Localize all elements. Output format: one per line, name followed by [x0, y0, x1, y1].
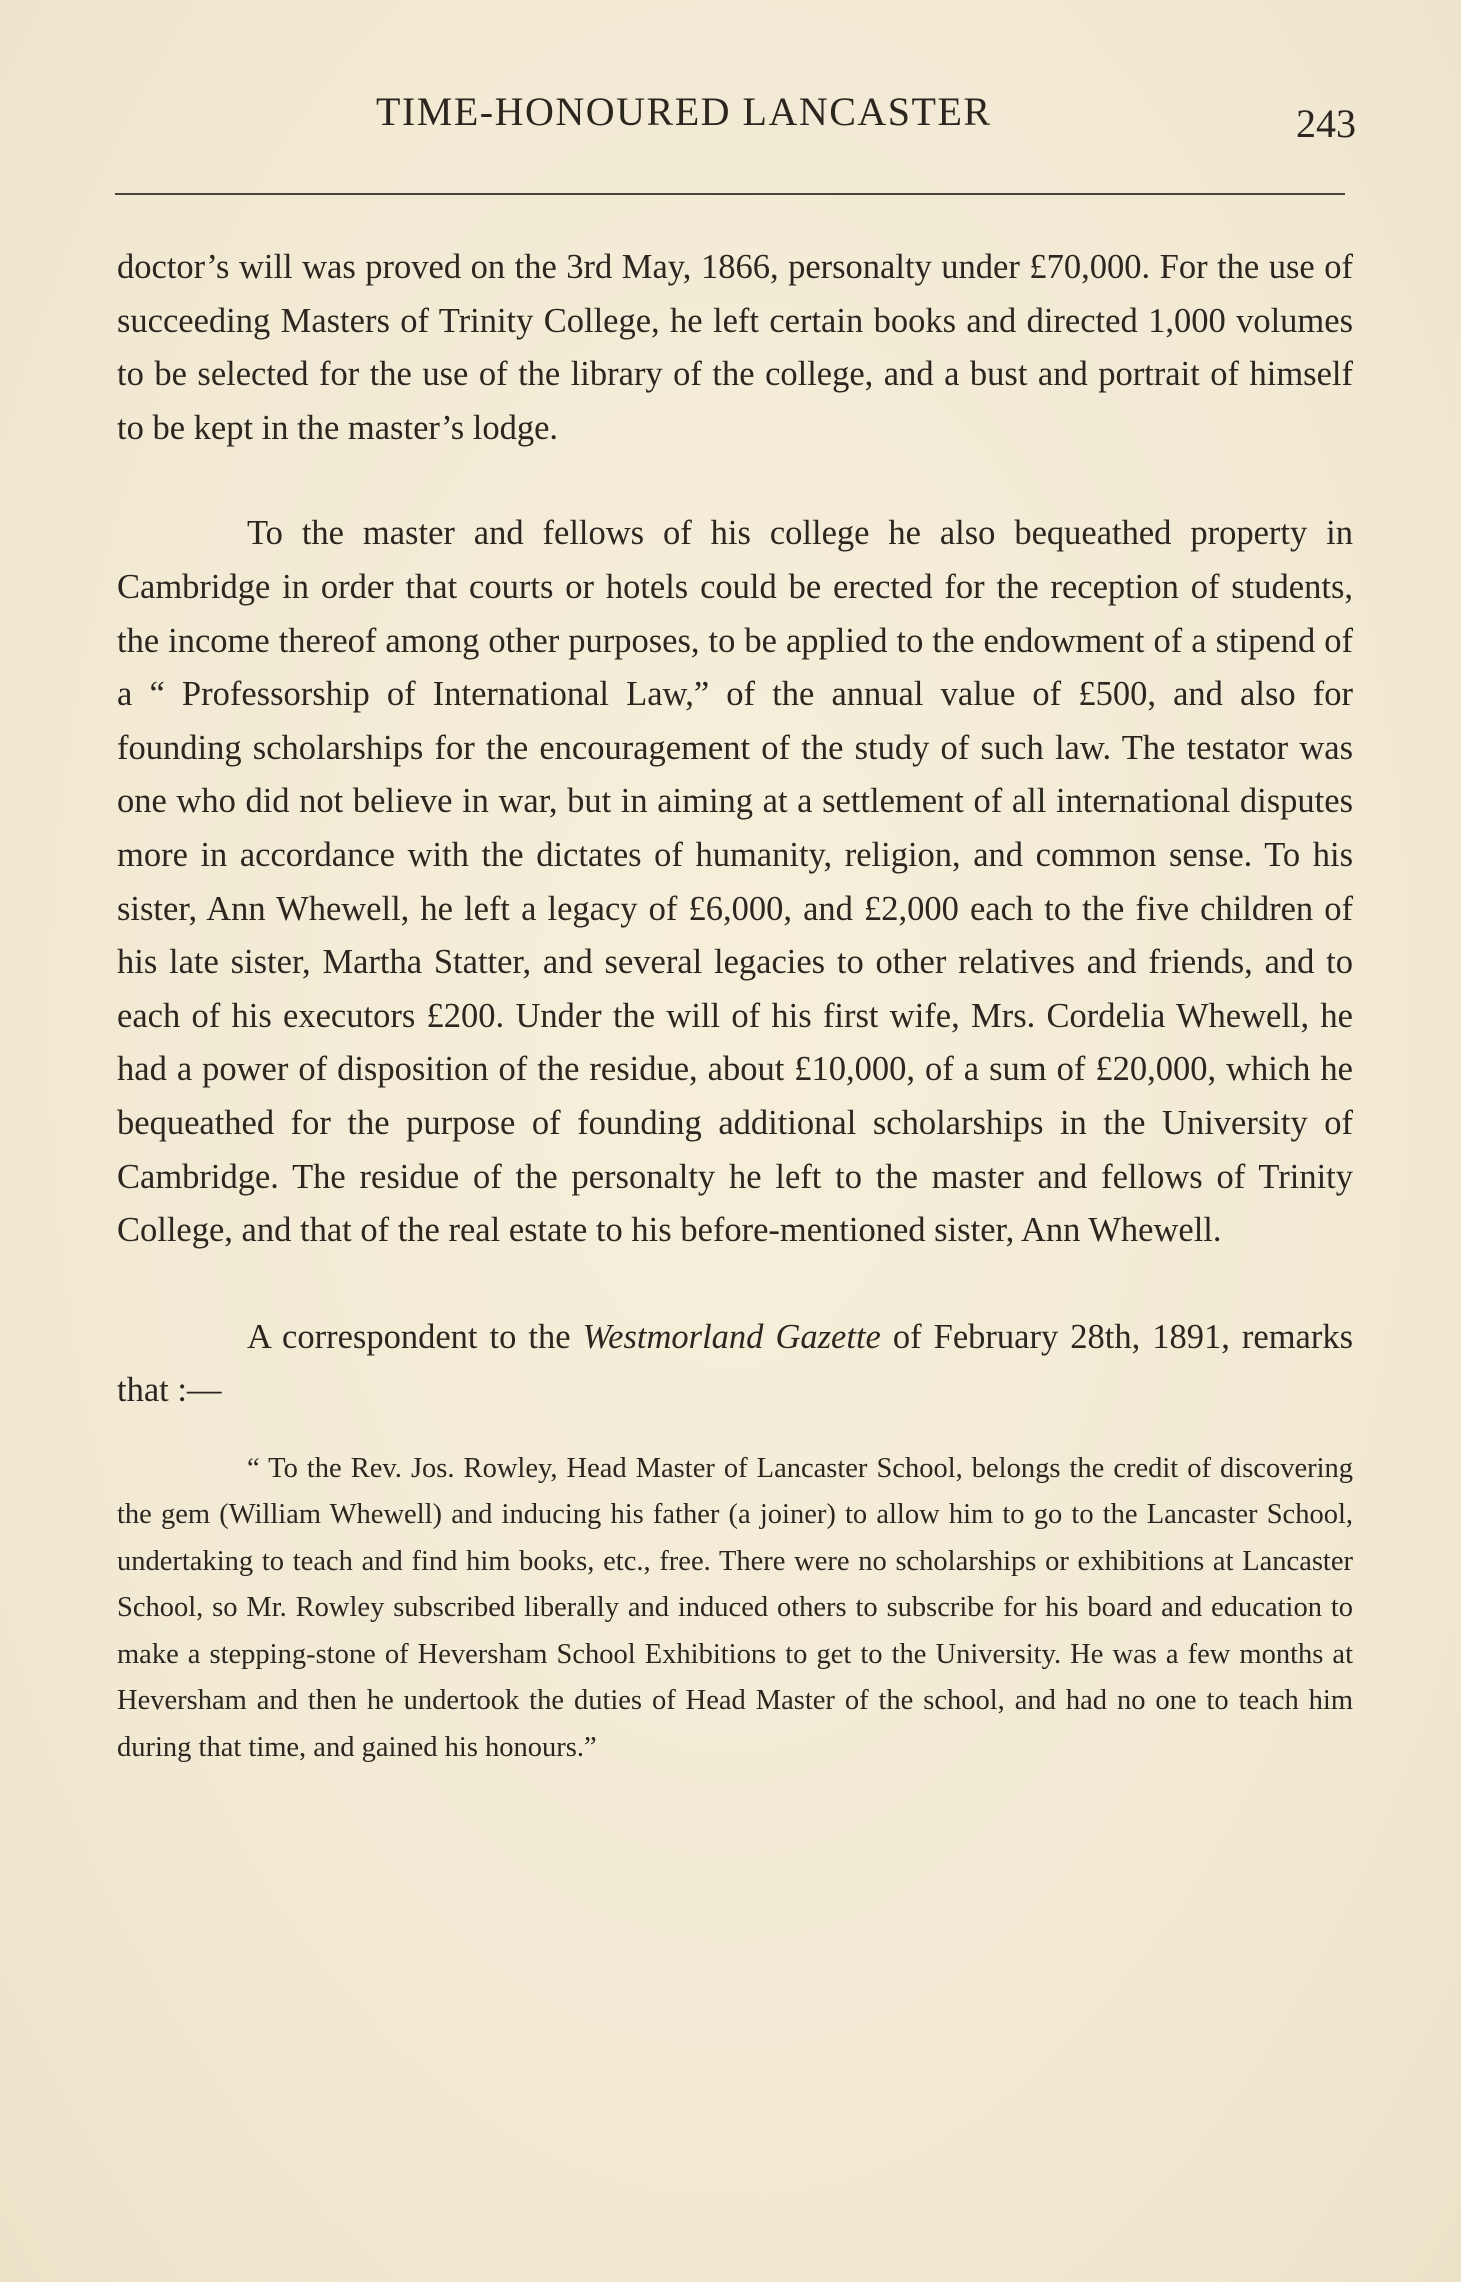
- body-text: [117, 241, 1353, 1771]
- running-title: TIME-HONOURED LANCASTER: [376, 89, 992, 134]
- paragraph-correspondent-tail: of February 28th, 1891, remarks that :—: [117, 1317, 1354, 1410]
- paragraph-correspondent: [117, 1311, 1353, 1418]
- paragraph-will-proved: doctor’s will was proved on the 3rd May, 1866, personalty under £70,000. For the use of succeeding Masters of Trinity College, he left certain books and directed 1,000 volumes to be selected for the use of the library of the college, and a bust and portrait of himself to be kept in the master’s lodge.: [117, 248, 1353, 447]
- page-number: 243: [1296, 101, 1356, 146]
- newspaper-title: Westmorland Gazette: [582, 1317, 881, 1356]
- header-rule: [115, 193, 1345, 195]
- paragraph-bequests: To the master and fellows of his college he also bequeathed property in Cambridge in order that courts or hotels could be erected for the reception of students, the income thereof among other purposes, to be applied to the endowment of a stipend of a “ Professorship of International Law,” of the annual value of £500, and also for founding scholarships for the encouragement of the study of such law. The testator was one who did not believe in war, but in aiming at a settlement of all international disputes more in accordance with the dictates of humanity, religion, and common sense. To his sister, Ann Whewell, he left a legacy of £6,000, and £2,000 each to the five children of his late sister, Martha Statter, and several legacies to other relatives and friends, and to each of his executors £200. Under the will of his first wife, Mrs. Cordelia Whewell, he had a power of disposition of the residue, about £10,000, of a sum of £20,000, which he bequeathed for the purpose of founding additional scholarships in the University of Cambridge. The residue of the personalty he left to the master and fellows of Trinity College, and that of the real estate to his before-mentioned sister, Ann Whewell.: [117, 514, 1353, 1250]
- block-quote: “ To the Rev. Jos. Rowley, Head Master of Lancaster School, belongs the credit of discovering the gem (William Whewell) and inducing his father (a joiner) to allow him to go to the Lancaster School, undertaking to teach and find him books, etc., free. There were no scholarships or exhibitions at Lancaster School, so Mr. Rowley subscribed liberally and induced others to subscribe for his board and education to make a stepping-stone of Heversham School Exhibitions to get to the University. He was a few months at Heversham and then he undertook the duties of Head Master of the school, and had no one to teach him during that time, and gained his honours.”: [117, 1452, 1353, 1763]
- running-head: [0, 88, 1461, 148]
- paragraph-correspondent-lead: A correspondent to the: [247, 1317, 571, 1356]
